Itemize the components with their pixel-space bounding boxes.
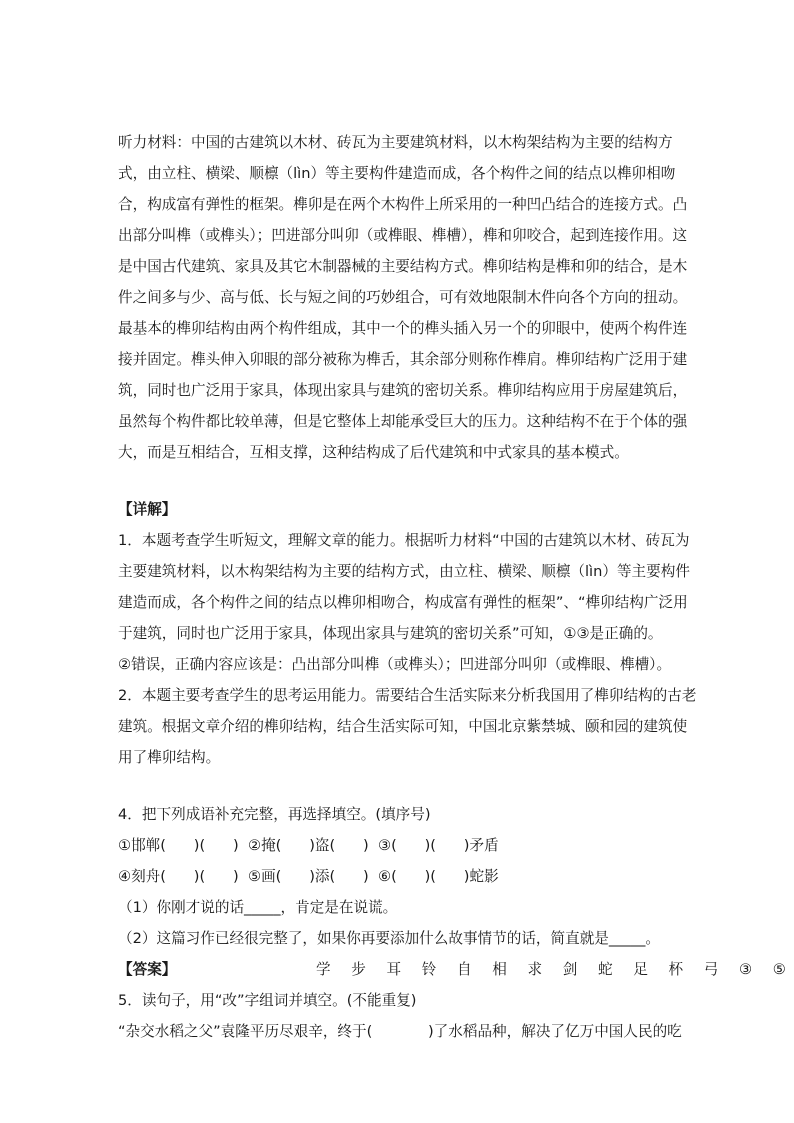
- answer-item: 耳: [386, 961, 402, 978]
- listening-line: 大，而是互相结合，互相支撑，这种结构成了后代建筑和中式家具的基本模式。: [118, 444, 629, 461]
- explanation-heading: 【详解】: [118, 501, 177, 518]
- listening-line: 筑，同时也广泛用于家具，体现出家具与建筑的密切关系。榫卯结构应用于房屋建筑后，: [118, 382, 688, 399]
- explanation-line: 2．本题主要考查学生的思考运用能力。需要结合生活实际来分析我国用了榫卯结构的古老: [118, 687, 697, 704]
- explanation-line: 于建筑，同时也广泛用于家具，体现出家具与建筑的密切关系”可知，①③是正确的。: [118, 625, 663, 642]
- listening-line: 最基本的榫卯结构由两个构件组成，其中一个的榫头插入另一个的卯眼中，使两个构件连: [118, 320, 688, 337]
- listening-line: 接并固定。榫头伸入卯眼的部分被称为榫舌，其余部分则称作榫肩。榫卯结构广泛用于建: [118, 351, 688, 368]
- answer-item: 学: [316, 961, 331, 978]
- listening-line: 式，由立柱、横梁、顺檩（lìn）等主要构件建造而成，各个构件之间的结点以榫卯相吻: [118, 165, 676, 182]
- answer-item: 弓: [703, 961, 719, 978]
- question-4-title: 4．把下列成语补充完整，再选择填空。(填序号): [118, 806, 431, 823]
- question-5-title: 5．读句子，用“改”字组词并填空。(不能重复): [118, 992, 417, 1009]
- explanation-line: ②错误，正确内容应该是：凸出部分叫榫（或榫头）；凹进部分叫卯（或榫眼、榫槽）。: [118, 656, 672, 673]
- idiom-row-2: ④刻舟( )( ) ⑤画( )添( ) ⑥( )( )蛇影: [118, 868, 499, 885]
- answer-label: 【答案】: [118, 961, 177, 978]
- answer-row: [118, 960, 786, 980]
- answer-items: [316, 960, 786, 980]
- answer-item: ⑤: [772, 961, 786, 978]
- fill-blank-2: （2）这篇习作已经很完整了，如果你再要添加什么故事情节的话，简直就是_____。: [118, 930, 660, 947]
- answer-item: 剑: [562, 961, 578, 978]
- answer-item: 自: [457, 961, 472, 978]
- explanation-line: 建筑。根据文章介绍的榫卯结构，结合生活实际可知，中国北京紫禁城、颐和园的建筑使: [118, 718, 688, 735]
- explanation-line: 1．本题考查学生听短文，理解文章的能力。根据听力材料“中国的古建筑以木材、砖瓦为: [118, 532, 690, 549]
- listening-line: 虽然每个构件都比较单薄，但是它整体上却能承受巨大的压力。这种结构不在于个体的强: [118, 413, 688, 430]
- explanation-line: 用了榫卯结构。: [118, 749, 221, 766]
- listening-line: 合，构成富有弹性的框架。榫卯是在两个木构件上所采用的一种凹凸结合的连接方式。凸: [118, 196, 688, 213]
- question-5-sentence: “杂交水稻之父”袁隆平历尽艰辛，终于( )了水稻品种，解决了亿万中国人民的吃: [118, 1023, 682, 1040]
- answer-item: 铃: [421, 961, 437, 978]
- listening-line: 听力材料：中国的古建筑以木材、砖瓦为主要建筑材料，以木构架结构为主要的结构方: [118, 134, 673, 151]
- answer-item: 求: [527, 961, 543, 978]
- answer-item: 相: [492, 961, 507, 978]
- listening-line: 出部分叫榫（或榫头）；凹进部分叫卯（或榫眼、榫槽），榫和卯咬合，起到连接作用。这: [118, 227, 688, 244]
- fill-blank-1: （1）你刚才说的话_____，肯定是在说谎。: [118, 899, 398, 916]
- explanation-line: 建造而成，各个构件之间的结点以榫卯相吻合，构成富有弹性的框架”、“榫卯结构广泛用: [118, 594, 688, 611]
- answer-item: 步: [351, 961, 366, 978]
- listening-line: 件之间多与少、高与低、长与短之间的巧妙组合，可有效地限制木件向各个方向的扭动。: [118, 289, 688, 306]
- answer-item: 足: [633, 961, 648, 978]
- listening-line: 是中国古代建筑、家具及其它木制器械的主要结构方式。榫卯结构是榫和卯的结合，是木: [118, 258, 688, 275]
- idiom-row-1: ①邯郸( )( ) ②掩( )盗( ) ③( )( )矛盾: [118, 837, 499, 854]
- explanation-line: 主要建筑材料，以木构架结构为主要的结构方式，由立柱、横梁、顺檩（lìn）等主要构件: [118, 563, 690, 580]
- answer-item: 杯: [668, 961, 684, 978]
- answer-item: ③: [739, 961, 753, 978]
- answer-item: 蛇: [598, 961, 613, 978]
